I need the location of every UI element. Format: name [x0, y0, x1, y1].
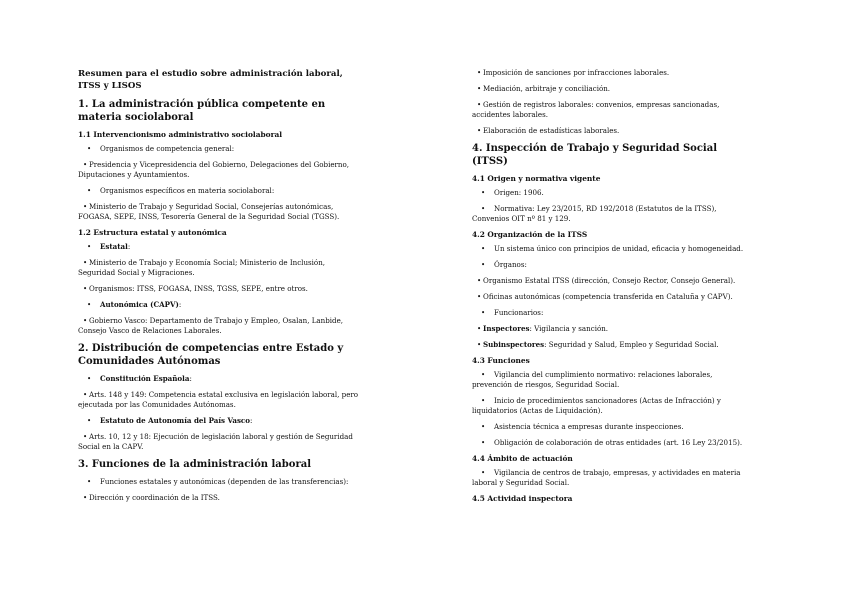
left-column	[78, 68, 360, 509]
subsection-1-1-heading: 1.1 Intervencionismo administrativo sociolaboral	[78, 130, 283, 139]
section-2-heading: 2. Distribución de competencias entre Estado y Comunidades Autónomas	[78, 343, 344, 367]
bullet-icon: •	[87, 477, 92, 486]
bullet-icon: •	[83, 390, 88, 399]
bullet-icon: •	[481, 468, 486, 477]
bullet-icon: •	[477, 324, 482, 333]
right-column	[472, 68, 754, 508]
bullet-icon: •	[477, 100, 482, 109]
subsection-4-2-heading: 4.2 Organización de la ITSS	[472, 230, 588, 239]
list-item: • Un sistema único con principios de unidad, eficacia y homogeneidad.	[481, 244, 744, 253]
list-item: • Oficinas autonómicas (competencia transferida en Cataluña y CAPV).	[472, 292, 754, 302]
bullet-icon: •	[477, 340, 482, 349]
bullet-icon: •	[83, 316, 88, 325]
bullet-icon: •	[481, 260, 486, 269]
list-item: • Arts. 10, 12 y 18: Ejecución de legislación laboral y gestión de Seguridad Social en la CAPV.	[78, 432, 353, 451]
list-item: • Organismo Estatal ITSS (dirección, Consejo Rector, Consejo General).	[472, 276, 754, 286]
bullet-icon: •	[477, 84, 482, 93]
bullet-icon: •	[83, 432, 88, 441]
bullet-icon: •	[83, 493, 88, 502]
list-item: • Dirección y coordinación de la ITSS.	[78, 493, 360, 503]
section-4-heading: 4. Inspección de Trabajo y Seguridad Social (ITSS)	[472, 143, 717, 167]
bullet-icon: •	[481, 244, 486, 253]
list-item: • Vigilancia de centros de trabajo, empresas, y actividades en materia laboral y Seguridad Social.	[472, 468, 741, 487]
bullet-icon: •	[87, 374, 92, 383]
list-item: • Subinspectores: Seguridad y Salud, Empleo y Seguridad Social.	[472, 340, 754, 350]
bullet-icon: •	[87, 242, 92, 251]
list-item: • Elaboración de estadísticas laborales.	[472, 126, 754, 136]
list-item: • Inicio de procedimientos sancionadores (Actas de Infracción) y liquidatorios (Actas de Liquidación).	[472, 396, 721, 415]
bullet-icon: •	[87, 416, 92, 425]
bullet-icon: •	[481, 188, 486, 197]
bullet-icon: •	[83, 160, 88, 169]
section-1-heading: 1. La administración pública competente en materia sociolaboral	[78, 99, 326, 123]
bullet-icon: •	[477, 126, 482, 135]
bullet-icon: •	[481, 370, 486, 379]
list-item: • Ministerio de Trabajo y Economía Social; Ministerio de Inclusión, Seguridad Social y Migraciones.	[78, 258, 326, 277]
list-item: • Presidencia y Vicepresidencia del Gobierno, Delegaciones del Gobierno, Diputaciones y Ayuntamientos.	[78, 160, 350, 179]
bullet-icon: •	[87, 186, 92, 195]
list-item: • Mediación, arbitraje y conciliación.	[472, 84, 754, 94]
list-item: • Organismos: ITSS, FOGASA, INSS, TGSS, SEPE, entre otros.	[78, 284, 360, 294]
list-item: • Estatuto de Autonomía del País Vasco:	[87, 416, 253, 425]
list-item: • Imposición de sanciones por infracciones laborales.	[472, 68, 754, 78]
list-item: • Organismos específicos en materia sociolaboral:	[87, 186, 275, 195]
subsection-4-5-heading: 4.5 Actividad inspectora	[472, 494, 573, 503]
bullet-icon: •	[481, 396, 486, 405]
list-item: • Funcionarios:	[481, 308, 544, 317]
list-item: • Constitución Española:	[87, 374, 192, 383]
list-item: • Organismos de competencia general:	[87, 144, 235, 153]
list-item: • Autonómica (CAPV):	[87, 300, 182, 309]
list-item: • Arts. 148 y 149: Competencia estatal exclusiva en legislación laboral, pero ejecutada por las Comunidades Autónomas.	[78, 390, 359, 409]
list-item: • Vigilancia del cumplimiento normativo: relaciones laborales, prevención de riesgos, Seguridad Social.	[472, 370, 713, 389]
subsection-1-2-heading: 1.2 Estructura estatal y autonómica	[78, 228, 227, 237]
document-title: Resumen para el estudio sobre administración laboral, ITSS y LISOS	[78, 69, 343, 91]
list-item: • Normativa: Ley 23/2015, RD 192/2018 (Estatutos de la ITSS), Convenios OIT nº 81 y 129.	[472, 204, 717, 223]
list-item: • Origen: 1906.	[481, 188, 544, 197]
bullet-icon: •	[481, 438, 486, 447]
bullet-icon: •	[481, 422, 486, 431]
list-item: • Funciones estatales y autonómicas (dependen de las transferencias):	[87, 477, 349, 486]
bullet-icon: •	[477, 276, 482, 285]
list-item: • Gestión de registros laborales: convenios, empresas sancionadas, accidentes laborales.	[472, 100, 720, 119]
section-3-heading: 3. Funciones de la administración laboral	[78, 459, 311, 470]
bullet-icon: •	[481, 308, 486, 317]
bullet-icon: •	[87, 144, 92, 153]
subsection-4-4-heading: 4.4 Ámbito de actuación	[472, 454, 573, 463]
bullet-icon: •	[83, 284, 88, 293]
subsection-4-3-heading: 4.3 Funciones	[472, 356, 530, 365]
list-item: • Ministerio de Trabajo y Seguridad Social, Consejerías autonómicas, FOGASA, SEPE, INSS, Tesorería General de la Seguridad Social (TGSS).	[78, 202, 340, 221]
bullet-icon: •	[83, 202, 88, 211]
list-item: • Órganos:	[481, 260, 527, 269]
bullet-icon: •	[87, 300, 92, 309]
bullet-icon: •	[477, 292, 482, 301]
bullet-icon: •	[477, 68, 482, 77]
subsection-4-1-heading: 4.1 Origen y normativa vigente	[472, 174, 601, 183]
list-item: • Obligación de colaboración de otras entidades (art. 16 Ley 23/2015).	[481, 438, 743, 447]
list-item: • Estatal:	[87, 242, 131, 251]
list-item: • Inspectores: Vigilancia y sanción.	[472, 324, 754, 334]
bullet-icon: •	[481, 204, 486, 213]
list-item: • Gobierno Vasco: Departamento de Trabajo y Empleo, Osalan, Lanbide, Consejo Vasco de Relaciones Laborales.	[78, 316, 344, 335]
bullet-icon: •	[83, 258, 88, 267]
list-item: • Asistencia técnica a empresas durante inspecciones.	[481, 422, 684, 431]
